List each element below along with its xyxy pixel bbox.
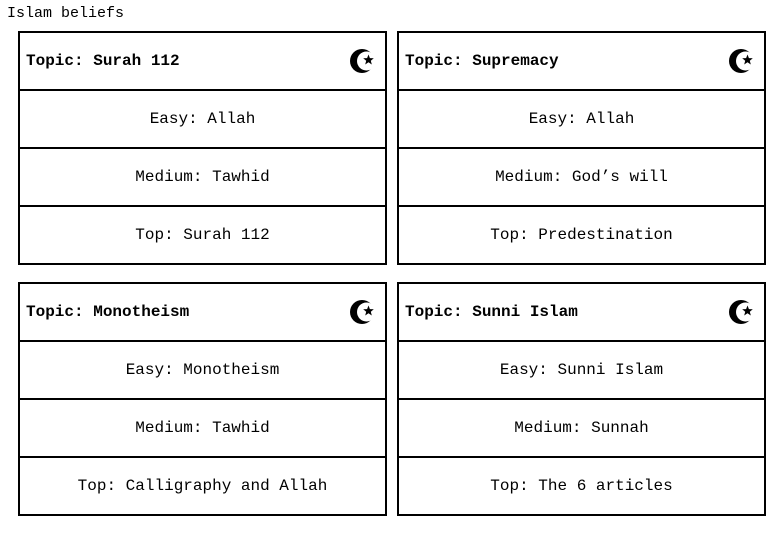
card-topic-title: Topic: Sunni Islam [405,303,578,321]
page-title: Islam beliefs [7,5,125,22]
medium-row: Medium: Tawhid [20,149,385,207]
easy-row: Easy: Sunni Islam [399,342,764,400]
star-and-crescent-icon [349,298,377,326]
top-row: Top: The 6 articles [490,477,673,495]
top-row: Top: Predestination [490,226,673,244]
card-header [20,284,385,342]
card-header [20,33,385,91]
topic-card-grid [18,31,766,517]
easy-row: Easy: Allah [20,91,385,149]
top-row: Top: Calligraphy and Allah [77,477,328,495]
card-header [399,33,764,91]
card-header [399,284,764,342]
topic-card [18,282,387,516]
card-topic-title: Topic: Surah 112 [26,52,180,70]
medium-row: Medium: Tawhid [20,400,385,458]
medium-row: Medium: Sunnah [399,400,764,458]
topic-card [397,31,766,265]
medium-row: Medium: God’s will [399,149,764,207]
easy-row: Easy: Monotheism [20,342,385,400]
easy-row: Easy: Allah [399,91,764,149]
card-topic-title: Topic: Supremacy [405,52,559,70]
card-topic-title: Topic: Monotheism [26,303,190,321]
topic-card [397,282,766,516]
star-and-crescent-icon [349,47,377,75]
top-row: Top: Surah 112 [135,226,270,244]
star-and-crescent-icon [728,47,756,75]
star-and-crescent-icon [728,298,756,326]
topic-card [18,31,387,265]
